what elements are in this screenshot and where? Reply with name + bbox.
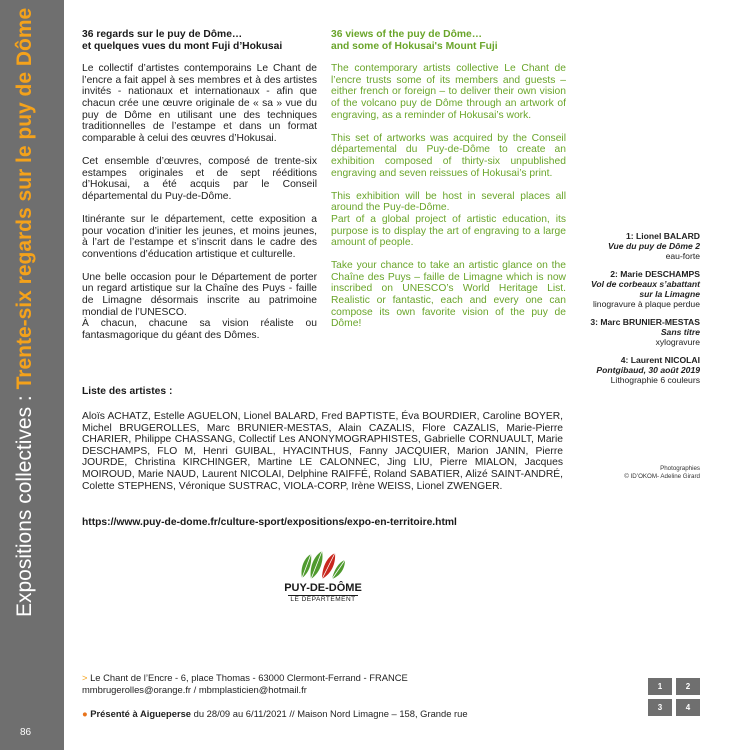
photo-credit xyxy=(600,465,700,481)
french-paragraph-5: À chacun, chacune sa vision réaliste ou fantasmagorique du géant des Dômes. xyxy=(82,318,317,341)
logo-subtitle: LE DÉPARTEMENT xyxy=(288,595,358,604)
photo-index-grid xyxy=(648,678,700,716)
english-title xyxy=(331,29,566,52)
caption-header: 3: Marc BRUNIER-MESTAS xyxy=(590,317,700,327)
caption-title: Pontgibaud, 30 août 2019 xyxy=(596,365,700,375)
page-number: 86 xyxy=(20,727,32,738)
french-paragraph-2: Cet ensemble d’œuvres, composé de trente-six estampes originales et de sept rééditions d’Hokusai, a été acquis par le Conseil départemental du Puy-de-Dôme. xyxy=(82,155,317,202)
footer-emails[interactable]: mmbrugerolles@orange.fr / mbmplasticien@hotmail.fr xyxy=(82,683,307,695)
caption-1 xyxy=(586,231,700,261)
caption-technique: Lithographie 6 couleurs xyxy=(610,375,700,385)
artwork-captions xyxy=(586,231,700,393)
french-paragraph-1: Le collectif d’artistes contemporains Le Chant de l’encre a fait appel à ses membres et à des artistes invités - nationaux et internationaux - afin que chacun crée une œuvre originale de « sa » vue du puy de Dôme en utilisant une des techniques traditionnelles de l’estampe et dans un format comparable à celui des œuvres d’Hokusai. xyxy=(82,63,317,144)
photo-credit-author: © ID’OKOM- Adeline Girard xyxy=(624,473,700,480)
logo-name: PUY-DE-DÔME xyxy=(284,582,362,594)
french-column xyxy=(82,29,317,353)
footer-address-line xyxy=(82,672,408,684)
bullet-icon: ● xyxy=(82,708,88,719)
french-title-line2: et quelques vues du mont Fuji d’Hokusai xyxy=(82,40,283,52)
english-title-line2: and some of Hokusai's Mount Fuji xyxy=(331,40,498,52)
artists-title: Liste des artistes : xyxy=(82,386,173,397)
footer-contact xyxy=(82,672,408,695)
presented-details: du 28/09 au 6/11/2021 // Maison Nord Limagne – 158, Grande rue xyxy=(191,708,468,719)
caption-header: 4: Laurent NICOLAI xyxy=(620,355,700,365)
caption-title: Vol de corbeaux s’abattant sur la Limagne xyxy=(590,279,700,299)
french-title-line1: 36 regards sur le puy de Dôme… xyxy=(82,29,243,40)
english-paragraph-5: Take your chance to take an artistic glance on the Chaîne des Puys – faille de Limagne which is now inscribed on UNESCO’s World Heritage List. Realistic or fantastic, each and every one can compose its own favorite vision of the puy de Dôme! xyxy=(331,260,566,330)
arrow-icon: > xyxy=(82,672,88,683)
caption-technique: linogravure à plaque perdue xyxy=(592,299,700,309)
english-paragraph-4: Part of a global project of artistic education, its purpose is to display the art of engraving to a large amount of people. xyxy=(331,213,566,249)
english-paragraph-3: This exhibition will be host in several places all around the Puy-de-Dôme. xyxy=(331,190,566,214)
presented-line xyxy=(82,708,468,719)
english-column xyxy=(331,29,566,341)
french-paragraph-3: Itinérante sur le département, cette exposition a pour vocation d’initier les jeunes, et moins jeunes, à l’art de l’estampe et s’inscrit dans le cadre des conventions d’éducation artistique et culturelle. xyxy=(82,213,317,260)
french-title xyxy=(82,29,317,52)
english-title-line1: 36 views of the puy de Dôme… xyxy=(331,29,483,40)
caption-header: 2: Marie DESCHAMPS xyxy=(610,269,700,279)
caption-4 xyxy=(586,355,700,385)
department-logo xyxy=(278,548,368,608)
photo-credit-label: Photographies xyxy=(660,465,700,472)
artists-list: Aloïs ACHATZ, Estelle AGUELON, Lionel BALARD, Fred BAPTISTE, Éva BOURDIER, Caroline BOYER, Michel BRUGEROLLES, Marc BRUNIER-MESTAS, Alain CAZALIS, Flore CAZALIS, Marie-Pierre CHARIER, Philippe CHASSANG, Collectif Les ANONYMOGRAPHISTES, Gabrielle CORNUAULT, Marie DESCHAMPS, FLO M, Henri GUIBAL, HYACINTHUS, Fanny JACQUIER, Marion JANIN, Pierre JOURDE, Christina KIRCHINGER, Martine LE CALONNEC, Jing LIU, Pierre MIALON, Jacques MOIROUD, Marie NAUD, Laurent NICOLAI, Delphine RAIFFÉ, Roland SABATIER, Alizé SAINT-ANDRÉ, Colette STEPHENS, Véronique SUSTRAC, VIOLA-CORP, Irène WEISS, Lionel ZWENGER. xyxy=(82,411,563,492)
grid-cell-3: 3 xyxy=(648,699,672,716)
caption-technique: xylogravure xyxy=(655,337,700,347)
presented-location: Présenté à Aigueperse xyxy=(90,708,192,719)
english-paragraph-1: The contemporary artists collective Le Chant de l’encre trusts some of its members and guests – either french or foreign – to deliver their own vision of the volcano puy de Dôme through an artwork of engraving, as a reminder of Hokusai’s work. xyxy=(331,63,566,121)
caption-title: Vue du puy de Dôme 2 xyxy=(607,241,700,251)
grid-cell-2: 2 xyxy=(676,678,700,695)
caption-2 xyxy=(586,269,700,309)
caption-technique: eau-forte xyxy=(665,251,700,261)
caption-title: Sans titre xyxy=(660,327,700,337)
footer-address: Le Chant de l’Encre - 6, place Thomas - 63000 Clermont-Ferrand - FRANCE xyxy=(90,672,408,683)
website-link[interactable]: https://www.puy-de-dome.fr/culture-sport/expositions/expo-en-territoire.html xyxy=(82,517,457,528)
sidebar-title-plain: Expositions collectives : xyxy=(13,389,36,617)
leaves-logo-icon xyxy=(298,548,348,582)
caption-header: 1: Lionel BALARD xyxy=(626,231,700,241)
french-paragraph-4: Une belle occasion pour le Département de porter un regard artistique sur la Chaîne des Puys - faille de Limagne désormais inscrite au patrimoine mondial de l’UNESCO. xyxy=(82,271,317,318)
caption-3 xyxy=(586,317,700,347)
grid-cell-1: 1 xyxy=(648,678,672,695)
grid-cell-4: 4 xyxy=(676,699,700,716)
sidebar-title-accent: Trente-six regards sur le puy de Dôme xyxy=(13,7,36,390)
english-paragraph-2: This set of artworks was acquired by the Conseil départemental du Puy-de-Dôme to create an exhibition composed of thirty-six unpublished engraving and seven reissues of Hokusai’s print. xyxy=(331,132,566,179)
sidebar-title xyxy=(12,7,38,617)
sidebar xyxy=(0,0,64,750)
